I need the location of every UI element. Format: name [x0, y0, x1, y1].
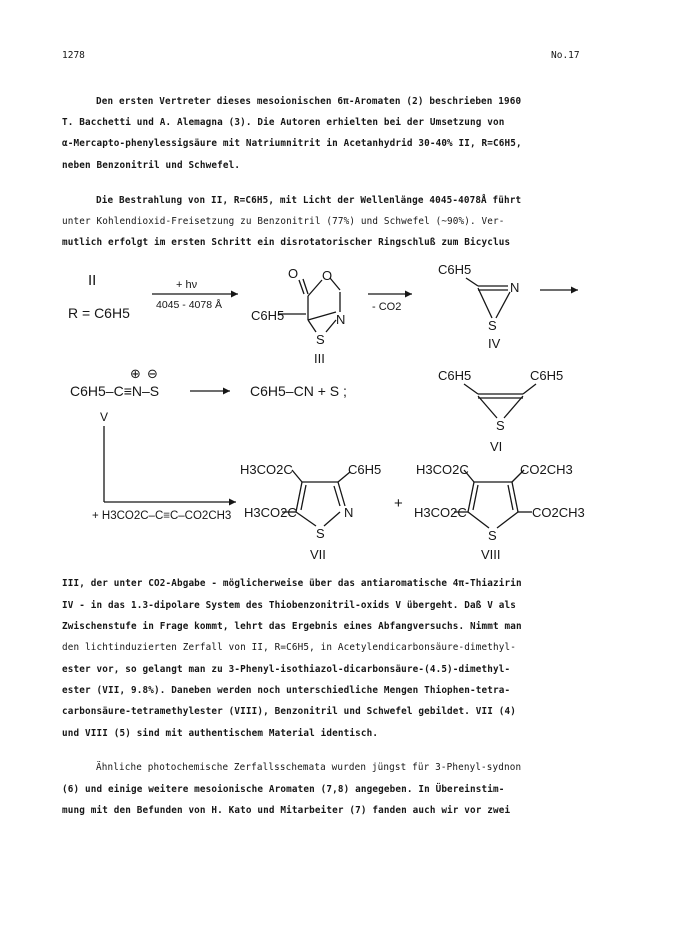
paragraph-1-line: T. Bacchetti und A. Alemagna (3). Die Autoren erhielten bei der Umsetzung von — [62, 117, 505, 128]
paragraph-3-line: ester vor, so gelangt man zu 3-Phenyl-isothiazol-dicarbonsäure-(4.5)-dimethyl- — [62, 664, 511, 675]
vii-sulfur: S — [316, 526, 325, 541]
vii-ester-top: H3CO2C — [240, 462, 293, 477]
trapping-arrowhead — [229, 499, 236, 506]
vii-phenyl: C6H5 — [348, 462, 382, 477]
r-group-label: R = C6H5 — [68, 305, 130, 321]
vii-ester-left: H3CO2C — [244, 505, 297, 520]
fragment-products: C6H5–CN + S ; — [250, 383, 347, 399]
iii-phenyl: C6H5 — [251, 308, 285, 323]
compound-VII-label: VII — [310, 547, 326, 562]
fragmentation-arrowhead — [223, 388, 230, 395]
iii-sulfur: S — [316, 332, 325, 347]
page-number: 1278 — [62, 50, 85, 61]
compound-V-label: V — [100, 410, 109, 424]
reaction-scheme — [0, 250, 680, 580]
paragraph-3-line: carbonsäure-tetramethylester (VIII), Benzonitril und Schwefel gebildet. VII (4) — [62, 706, 517, 717]
nitrile-sulfide: C6H5–C≡N–S — [70, 383, 160, 399]
wavelength-label: 4045 - 4078 Å — [156, 299, 222, 311]
issue-number: No.17 — [551, 50, 580, 61]
iii-carbonyl-oxygen: O — [288, 266, 299, 281]
vi-sulfur: S — [496, 418, 505, 433]
paragraph-3-line: III, der unter CO2-Abgabe - möglicherweise über das antiaromatische 4π-Thiazirin — [62, 578, 522, 589]
paragraph-2-line: mutlich erfolgt im ersten Schritt ein disrotatorischer Ringschluß zum Bicyclus — [62, 237, 511, 248]
irradiation-label: + hν — [176, 279, 198, 291]
iv-sulfur: S — [488, 318, 497, 333]
compound-IV-structure — [466, 278, 510, 318]
compound-VIII-label: VIII — [481, 547, 501, 562]
compound-IV-label: IV — [488, 336, 501, 351]
vii-nitrogen: N — [344, 505, 354, 520]
paragraph-2-line: Die Bestrahlung von II, R=C6H5, mit Licht der Wellenlänge 4045-4078Å führt — [96, 195, 522, 206]
paragraph-4-line: Ähnliche photochemische Zerfallsschemata wurden jüngst für 3-Phenyl-sydnon — [96, 762, 522, 773]
paragraph-3-line: den lichtinduzierten Zerfall von II, R=C6H5, in Acetylendicarbonsäure-dimethyl- — [62, 642, 517, 653]
paragraph-4-line: mung mit den Befunden von H. Kato und Mitarbeiter (7) fanden auch wir vor zwei — [62, 805, 511, 816]
nitrilium-charge: ⊕ — [130, 366, 141, 381]
paragraph-3-line: und VIII (5) sind mit authentischem Material identisch. — [62, 728, 379, 739]
viii-ester-right: CO2CH3 — [532, 505, 585, 520]
paragraph-1-line: Den ersten Vertreter dieses mesoionischen 6π-Aromaten (2) beschrieben 1960 — [96, 96, 522, 107]
compound-III-label: III — [314, 351, 325, 366]
iv-phenyl: C6H5 — [438, 262, 472, 277]
paragraph-2-line: unter Kohlendioxid-Freisetzung zu Benzonitril (77%) und Schwefel (~90%). Ver- — [62, 216, 505, 227]
paragraph-1-line: neben Benzonitril und Schwefel. — [62, 160, 241, 171]
viii-sulfur: S — [488, 528, 497, 543]
irradiation-arrowhead — [231, 291, 238, 298]
iii-ring-oxygen: O — [322, 268, 333, 283]
co2-label: - CO2 — [372, 301, 402, 313]
compound-III-structure — [278, 278, 340, 332]
paragraph-1-line: α-Mercapto-phenylessigsäure mit Natriumnitrit in Acetanhydrid 30-40% II, R=C6H5, — [62, 138, 522, 149]
acetylene-reagent: + H3CO2C–C≡C–CO2CH3 — [92, 510, 232, 522]
decarboxylation-arrowhead — [405, 291, 412, 298]
viii-ester-top-left: H3CO2C — [416, 462, 469, 477]
paragraph-3-line: IV - in das 1.3-dipolare System des Thiobenzonitril-oxids V übergeht. Daß V als — [62, 600, 517, 611]
compound-VI-label: VI — [490, 439, 503, 454]
iii-nitrogen: N — [336, 312, 346, 327]
plus-sign: + — [394, 495, 403, 512]
vi-phenyl-left: C6H5 — [438, 368, 472, 383]
compound-II-label: II — [88, 272, 97, 289]
viii-ester-top-right: CO2CH3 — [520, 462, 573, 477]
paragraph-4-line: (6) und einige weitere mesoionische Aromaten (7,8) angegeben. In Übereinstim- — [62, 784, 505, 795]
paragraph-3-line: ester (VII, 9.8%). Daneben werden noch unterschiedliche Mengen Thiophen-tetra- — [62, 685, 511, 696]
compound-VI-structure — [464, 384, 536, 418]
vi-phenyl-right: C6H5 — [530, 368, 564, 383]
viii-ester-left: H3CO2C — [414, 505, 467, 520]
sulfide-charge: ⊖ — [147, 366, 158, 381]
paragraph-3-line: Zwischenstufe in Frage kommt, lehrt das Ergebnis eines Abfangversuchs. Nimmt man — [62, 621, 522, 632]
ring-opening-arrowhead — [571, 287, 578, 294]
iv-nitrogen: N — [510, 280, 520, 295]
